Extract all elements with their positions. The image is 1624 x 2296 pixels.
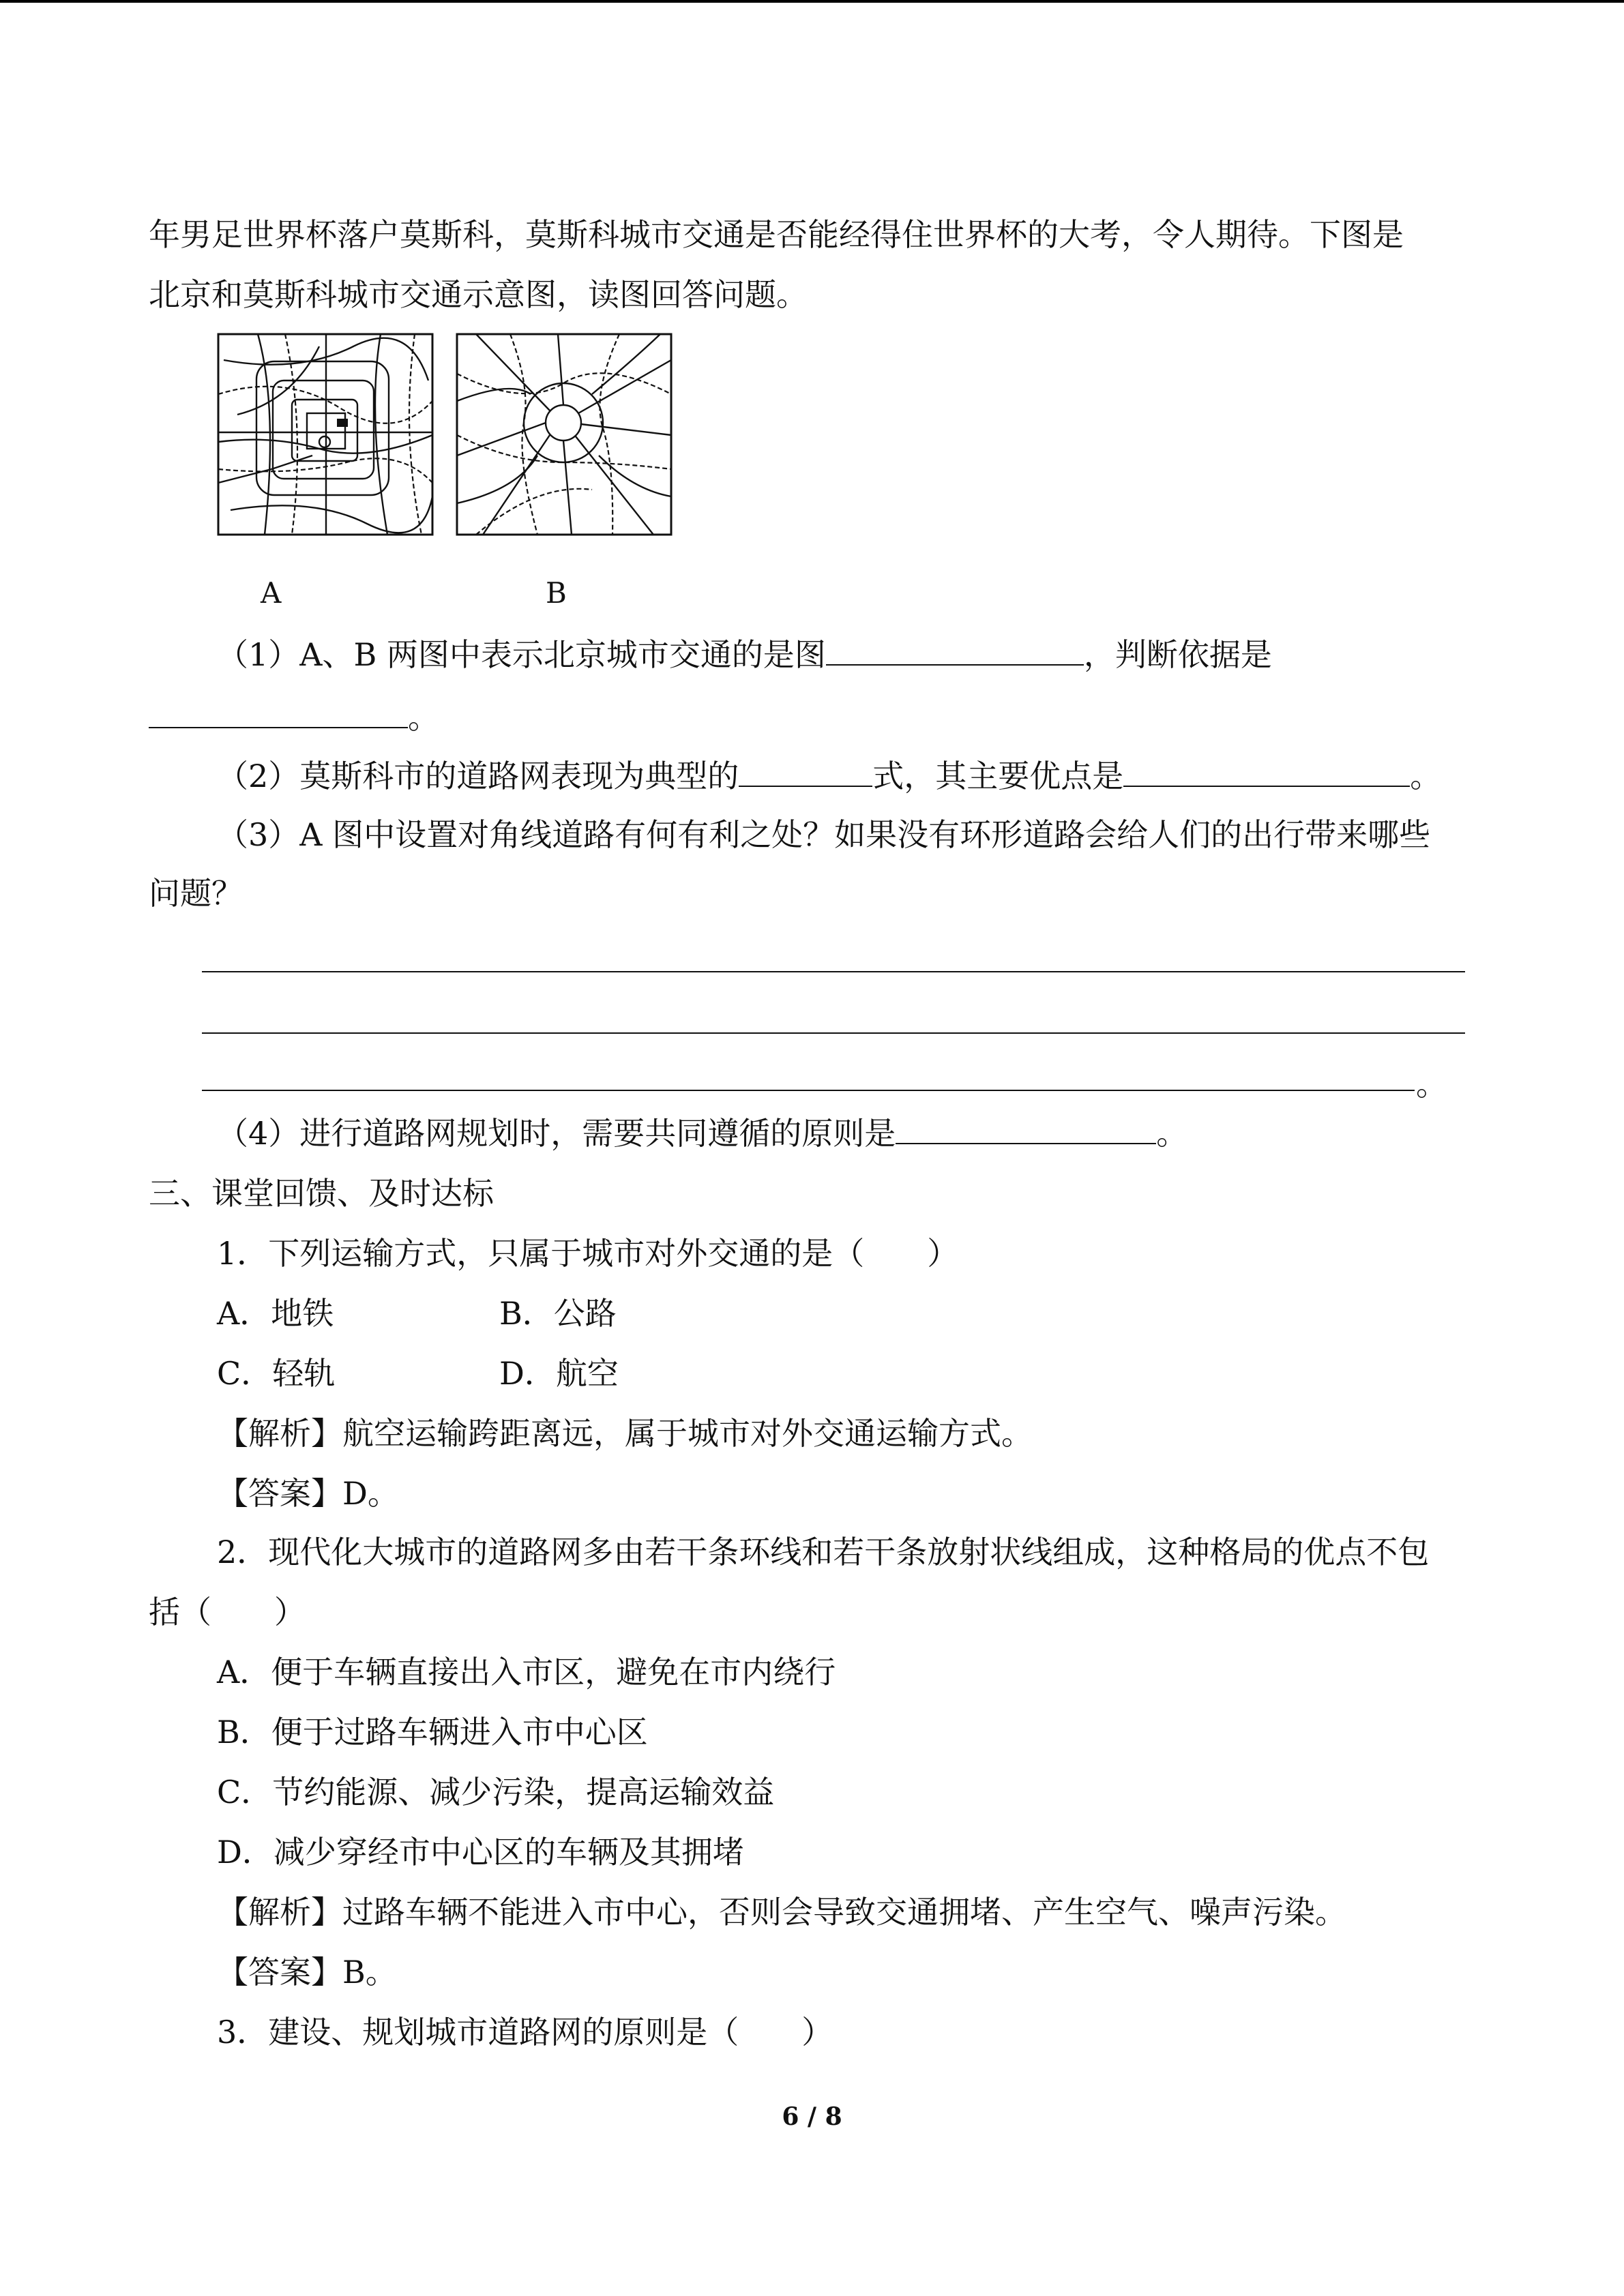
question-1-continued [149,697,439,738]
answer-line-3a[interactable] [202,971,1465,972]
intro-line-1: 年男足世界杯落户莫斯科，莫斯科城市交通是否能经得住世界杯的大考，令人期待。下图是 [149,216,1404,253]
mc2-option-c[interactable]: C．节约能源、减少污染，提高运输效益 [217,1774,775,1810]
answer-blank-4[interactable] [896,1113,1156,1144]
mc1-answer: 【答案】D。 [217,1475,399,1512]
mc1-analysis: 【解析】航空运输跨距离远，属于城市对外交通运输方式。 [217,1415,1033,1452]
page-number: 6 / 8 [782,2102,842,2131]
mc1-option-d[interactable]: D．航空 [499,1355,619,1392]
mc1-option-a[interactable]: A．地铁 [217,1295,334,1332]
answer-line-3b[interactable] [202,1032,1465,1034]
question-1 [217,634,1272,675]
mc1-option-b[interactable]: B．公路 [499,1295,617,1332]
map-a-label: A [261,576,282,610]
mc2-option-d[interactable]: D．减少穿经市中心区的车辆及其拥堵 [217,1834,744,1870]
mc2-stem-line-2: 括（ ） [149,1594,306,1630]
map-b-ring-radial [456,333,673,536]
question-3-line-1: （3）A 图中设置对角线道路有何有利之处？如果没有环形道路会给人们的出行带来哪些 [217,816,1431,853]
question-3-line-2: 问题？ [149,875,243,912]
question-1-end: 。 [408,699,439,736]
mc3-stem: 3．建设、规划城市道路网的原则是（ ） [217,2014,833,2051]
map-a-ring-road [217,333,434,536]
question-2 [217,756,1441,796]
answer-blank-1a[interactable] [826,634,1084,666]
section-3-title: 三、课堂回馈、及时达标 [149,1175,494,1212]
question-2-text: （2）莫斯科市的道路网表现为典型的 [217,758,739,794]
question-2-end: 。 [1410,758,1442,794]
mc2-stem-line-1: 2．现代化大城市的道路网多由若干条环线和若干条放射状线组成，这种格局的优点不包 [217,1534,1430,1570]
map-b-label: B [546,576,567,610]
question-1-mid: ，判断依据是 [1083,636,1272,673]
answer-blank-1b[interactable] [149,697,408,728]
question-3-end: 。 [1416,1066,1447,1103]
mc2-option-a[interactable]: A．便于车辆直接出入市区，避免在市内绕行 [217,1654,836,1690]
question-1-text: （1）A、B 两图中表示北京城市交通的是图 [217,636,826,673]
question-4-text: （4）进行道路网规划时，需要共同遵循的原则是 [217,1115,896,1152]
question-4-end: 。 [1156,1115,1188,1152]
mc1-option-c[interactable]: C．轻轨 [217,1355,336,1392]
answer-line-3c[interactable] [202,1090,1415,1091]
answer-blank-2a[interactable] [739,756,872,787]
intro-line-2: 北京和莫斯科城市交通示意图，读图回答问题。 [149,276,808,313]
mc2-answer: 【答案】B。 [217,1954,397,1991]
answer-blank-2b[interactable] [1123,756,1410,787]
question-4 [217,1113,1187,1154]
mc1-stem: 1．下列运输方式，只属于城市对外交通的是（ ） [217,1235,959,1272]
mc2-option-b[interactable]: B．便于过路车辆进入市中心区 [217,1714,648,1750]
mc2-analysis: 【解析】过路车辆不能进入市中心，否则会导致交通拥堵、产生空气、噪声污染。 [217,1894,1346,1930]
question-2-mid: 式，其主要优点是 [872,758,1124,794]
page-top-border [0,0,1624,3]
